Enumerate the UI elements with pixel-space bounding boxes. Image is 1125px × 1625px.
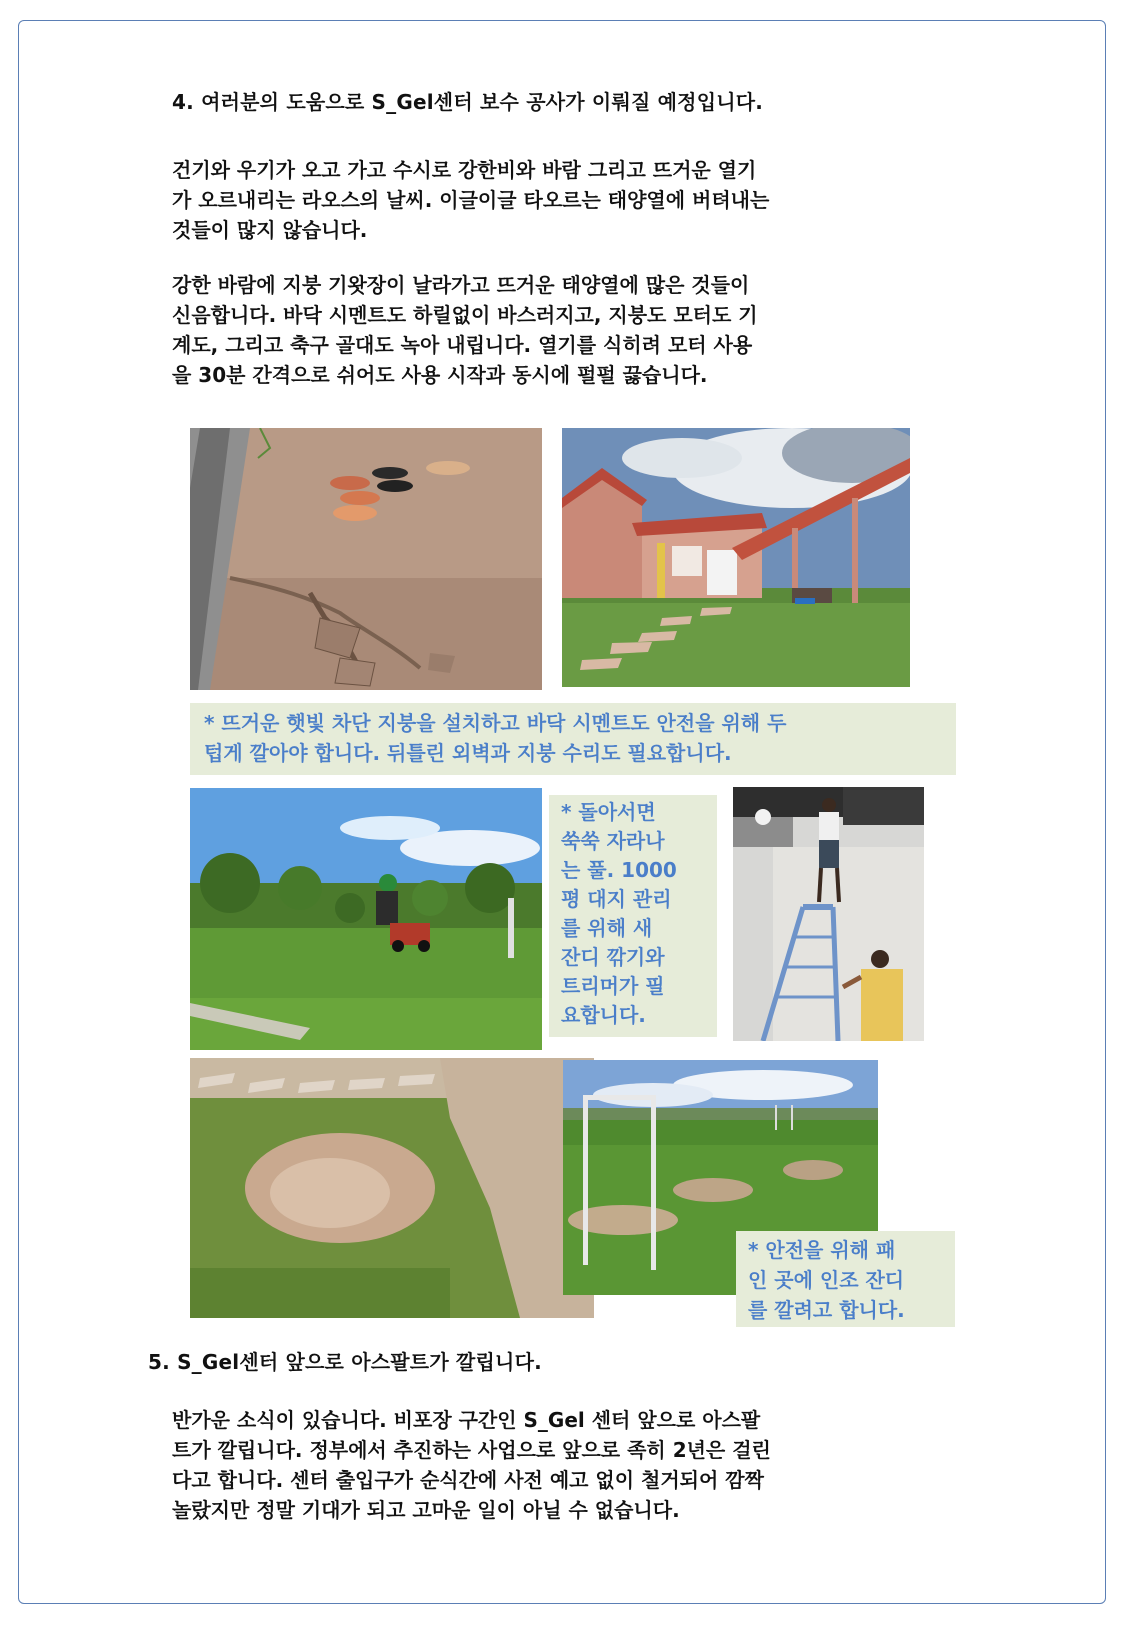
caption-line: 평 대지 관리 — [561, 887, 672, 911]
paragraph-line: 반가운 소식이 있습니다. 비포장 구간인 S_Gel 센터 앞으로 아스팔 — [172, 1408, 761, 1432]
paragraph-line: 가 오르내리는 라오스의 날씨. 이글이글 타오르는 태양열에 버텨내는 — [172, 188, 770, 212]
cracked-floor-photo — [190, 428, 542, 690]
paragraph-line: 신음합니다. 바닥 시멘트도 하릴없이 바스러지고, 지붕도 모터도 기 — [172, 303, 758, 327]
caption-line: 는 풀. 1000 — [561, 858, 677, 882]
caption-line: 를 깔려고 합니다. — [748, 1298, 905, 1322]
center-building-photo — [562, 428, 910, 687]
paragraph-line: 트가 깔립니다. 정부에서 추진하는 사업으로 앞으로 족히 2년은 걸린 — [172, 1438, 771, 1462]
caption-line: * 안전을 위해 패 — [748, 1238, 896, 1262]
caption-line: 트리머가 필 — [561, 974, 665, 998]
caption-roof-floor — [190, 703, 956, 775]
caption-line: 인 곳에 인조 잔디 — [748, 1268, 905, 1292]
paragraph-line: 다고 합니다. 센터 출입구가 순식간에 사전 예고 없이 철거되어 깜짝 — [172, 1468, 764, 1492]
caption-line: * 돌아서면 — [561, 800, 656, 824]
section4-heading: 4. 여러분의 도움으로 S_Gel센터 보수 공사가 이뤄질 예정입니다. — [172, 90, 764, 114]
paragraph-line: 놀랐지만 정말 기대가 되고 고마운 일이 아닐 수 없습니다. — [172, 1498, 680, 1522]
section5-paragraph — [172, 1405, 771, 1525]
caption-line: 쑥쑥 자라나 — [561, 829, 665, 853]
caption-grass-mowing — [549, 795, 717, 1037]
caption-line: 잔디 깎기와 — [561, 945, 665, 969]
paragraph-line: 을 30분 간격으로 쉬어도 사용 시작과 동시에 펄펄 끓습니다. — [172, 363, 708, 387]
paragraph-line: 계도, 그리고 축구 골대도 녹아 내립니다. 열기를 식히려 모터 사용 — [172, 333, 753, 357]
wall-repair-photo — [733, 787, 924, 1041]
section4-paragraph-1 — [172, 155, 769, 245]
paragraph-line: 강한 바람에 지붕 기왓장이 날라가고 뜨거운 태양열에 많은 것들이 — [172, 273, 750, 297]
paragraph-line: 건기와 우기가 오고 가고 수시로 강한비와 바람 그리고 뜨거운 열기 — [172, 158, 757, 182]
caption-line: 를 위해 새 — [561, 916, 653, 940]
caption-line: 요합니다. — [561, 1003, 646, 1027]
paragraph-line: 것들이 많지 않습니다. — [172, 218, 368, 242]
section5-heading: 5. S_Gel센터 앞으로 아스팔트가 깔립니다. — [148, 1350, 542, 1374]
worn-grass-photo — [190, 1055, 594, 1318]
lawn-mowing-photo — [190, 788, 542, 1050]
caption-line: 텁게 깔아야 합니다. 뒤틀린 외벽과 지붕 수리도 필요합니다. — [204, 741, 732, 765]
caption-line: * 뜨거운 햇빛 차단 지붕을 설치하고 바닥 시멘트도 안전을 위해 두 — [204, 711, 787, 735]
caption-artificial-turf — [736, 1231, 955, 1327]
section4-paragraph-2 — [172, 270, 758, 390]
